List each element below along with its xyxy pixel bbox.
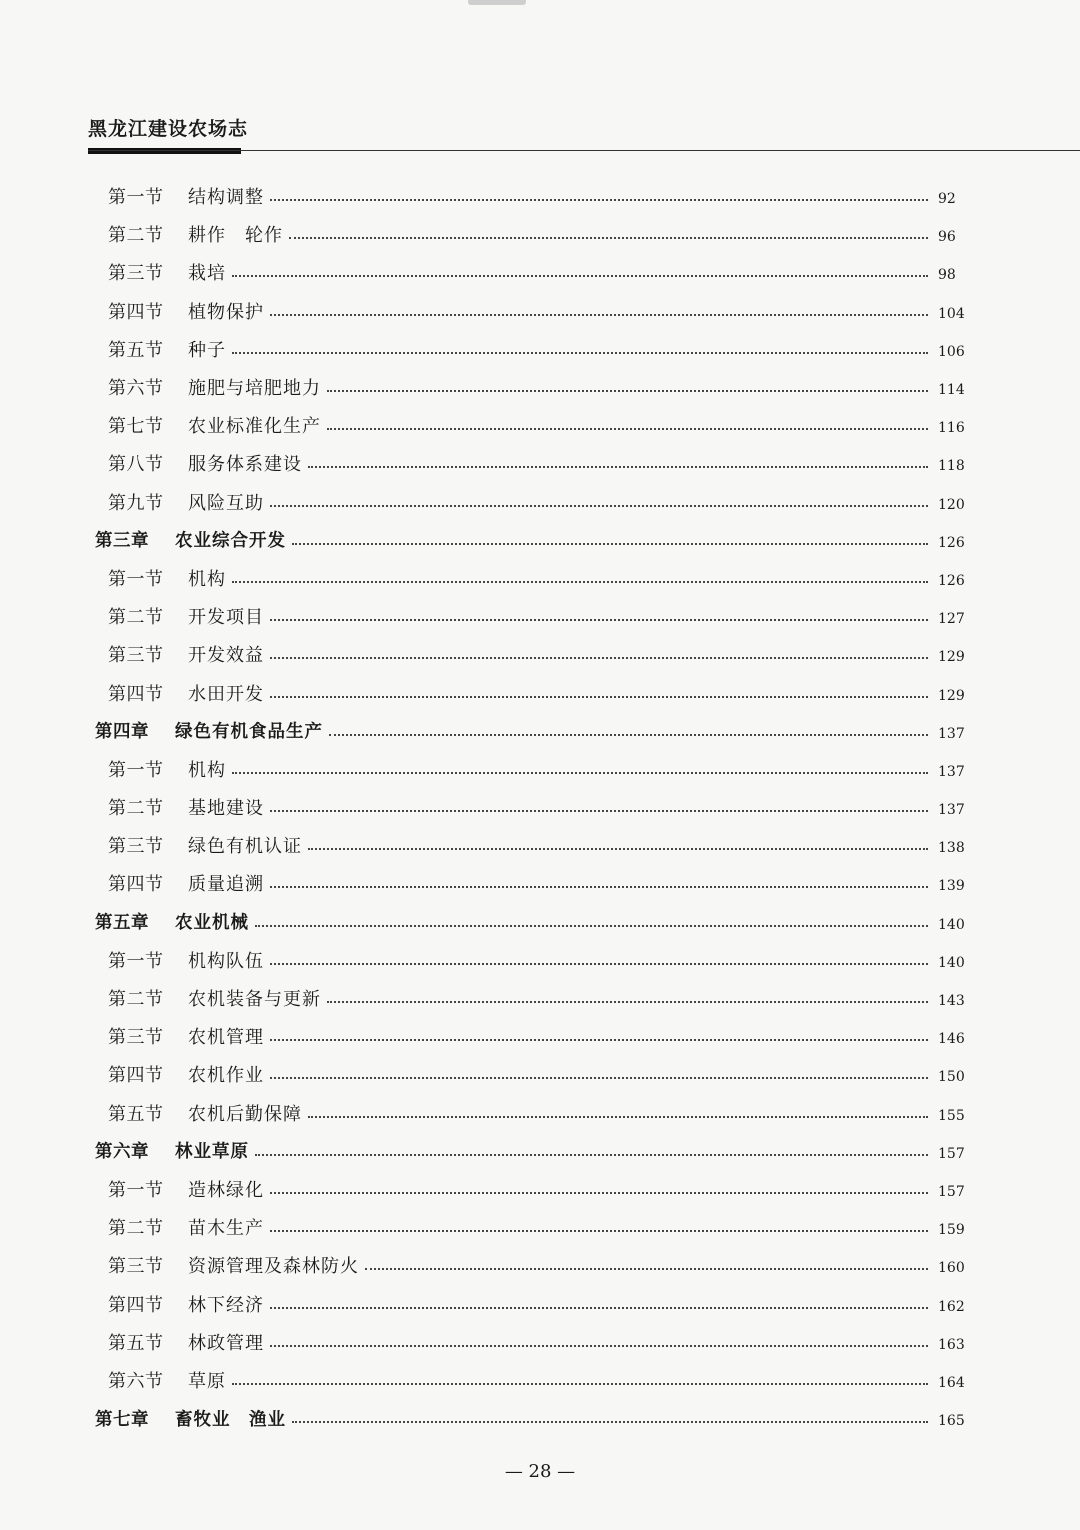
toc-entry-title: 种子 — [188, 339, 226, 361]
toc-entry-title: 绿色有机认证 — [188, 836, 302, 858]
toc-entry-number: 第四节 — [108, 874, 164, 896]
toc-dot-leader — [329, 732, 928, 736]
toc-dot-leader — [270, 1305, 928, 1309]
toc-entry-title: 苗木生产 — [188, 1218, 264, 1240]
toc-entry-title: 施肥与培肥地力 — [188, 378, 321, 400]
toc-dot-leader — [232, 579, 928, 583]
toc-entry-number: 第四节 — [108, 1294, 164, 1316]
toc-entry-page: 163 — [938, 1336, 965, 1353]
toc-entry-title: 水田开发 — [188, 683, 264, 705]
toc-entry-page: 159 — [938, 1222, 965, 1239]
toc-dot-leader — [365, 1266, 928, 1270]
toc-section-entry — [0, 1094, 1080, 1132]
toc-entry-page: 140 — [938, 916, 965, 933]
toc-entry-number: 第六节 — [108, 1370, 164, 1392]
toc-dot-leader — [270, 312, 928, 316]
toc-entry-number: 第五节 — [108, 1103, 164, 1125]
toc-chapter-entry — [0, 712, 1080, 750]
toc-dot-leader — [327, 426, 928, 430]
toc-section-entry — [0, 597, 1080, 635]
toc-entry-page: 129 — [938, 649, 965, 666]
toc-entry-title: 植物保护 — [188, 301, 264, 323]
toc-entry-page: 160 — [938, 1260, 965, 1277]
toc-chapter-entry — [0, 1399, 1080, 1437]
toc-section-entry — [0, 559, 1080, 597]
toc-entry-title: 开发项目 — [188, 607, 264, 629]
toc-dot-leader — [270, 694, 928, 698]
toc-section-entry — [0, 1170, 1080, 1208]
toc-section-entry — [0, 292, 1080, 330]
toc-entry-title: 农机装备与更新 — [188, 989, 321, 1011]
toc-entry-title: 开发效益 — [188, 645, 264, 667]
toc-entry-title: 农业标准化生产 — [188, 416, 321, 438]
toc-entry-number: 第二节 — [108, 798, 164, 820]
toc-entry-number: 第六章 — [95, 1142, 149, 1163]
toc-chapter-entry — [0, 1132, 1080, 1170]
toc-dot-leader — [270, 808, 928, 812]
toc-entry-title: 质量追溯 — [188, 874, 264, 896]
toc-entry-title: 草原 — [188, 1370, 226, 1392]
toc-section-entry — [0, 1284, 1080, 1322]
toc-dot-leader — [327, 999, 928, 1003]
toc-entry-title: 机构 — [188, 759, 226, 781]
toc-entry-number: 第三节 — [108, 836, 164, 858]
toc-entry-page: 140 — [938, 954, 965, 971]
toc-dot-leader — [327, 388, 928, 392]
toc-entry-number: 第五节 — [108, 339, 164, 361]
toc-chapter-entry — [0, 521, 1080, 559]
toc-entry-title: 服务体系建设 — [188, 454, 302, 476]
toc-section-entry — [0, 1246, 1080, 1284]
toc-entry-page: 137 — [938, 725, 965, 742]
toc-entry-page: 118 — [938, 458, 965, 475]
toc-entry-number: 第五节 — [108, 1332, 164, 1354]
toc-dot-leader — [270, 961, 928, 965]
header-rule-thin — [88, 150, 1080, 151]
toc-entry-number: 第五章 — [95, 913, 149, 934]
toc-entry-number: 第一节 — [108, 1179, 164, 1201]
toc-entry-page: 92 — [938, 191, 956, 208]
toc-entry-page: 96 — [938, 229, 956, 246]
toc-section-entry — [0, 1323, 1080, 1361]
toc-dot-leader — [292, 541, 928, 545]
toc-entry-page: 120 — [938, 496, 965, 513]
toc-dot-leader — [308, 1114, 928, 1118]
toc-dot-leader — [232, 350, 928, 354]
toc-entry-title: 农机管理 — [188, 1027, 264, 1049]
running-header-title: 黑龙江建设农场志 — [88, 118, 249, 140]
toc-entry-number: 第二节 — [108, 989, 164, 1011]
toc-section-entry — [0, 673, 1080, 711]
toc-dot-leader — [270, 1075, 928, 1079]
toc-section-entry — [0, 483, 1080, 521]
toc-entry-page: 126 — [938, 534, 965, 551]
toc-entry-number: 第九节 — [108, 492, 164, 514]
toc-dot-leader — [232, 273, 928, 277]
toc-section-entry — [0, 1208, 1080, 1246]
toc-entry-page: 162 — [938, 1298, 965, 1315]
toc-entry-title: 林下经济 — [188, 1294, 264, 1316]
toc-section-entry — [0, 826, 1080, 864]
toc-entry-title: 造林绿化 — [188, 1179, 264, 1201]
toc-dot-leader — [255, 923, 928, 927]
toc-entry-page: 98 — [938, 267, 956, 284]
toc-entry-page: 157 — [938, 1145, 965, 1162]
toc-section-entry — [0, 979, 1080, 1017]
toc-entry-number: 第三节 — [108, 645, 164, 667]
toc-entry-page: 127 — [938, 611, 965, 628]
table-of-contents — [0, 177, 1080, 1437]
toc-section-entry — [0, 368, 1080, 406]
toc-entry-title: 畜牧业 渔业 — [175, 1409, 286, 1430]
toc-entry-title: 栽培 — [188, 263, 226, 285]
toc-entry-number: 第三章 — [95, 531, 149, 552]
toc-dot-leader — [270, 1228, 928, 1232]
toc-entry-page: 139 — [938, 878, 965, 895]
header-rule-thick — [88, 148, 241, 154]
toc-dot-leader — [270, 1343, 928, 1347]
toc-entry-number: 第七节 — [108, 416, 164, 438]
toc-dot-leader — [289, 235, 928, 239]
toc-entry-page: 116 — [938, 420, 965, 437]
toc-entry-number: 第七章 — [95, 1409, 149, 1430]
toc-dot-leader — [270, 655, 928, 659]
toc-entry-title: 基地建设 — [188, 798, 264, 820]
toc-section-entry — [0, 1017, 1080, 1055]
toc-entry-page: 165 — [938, 1413, 965, 1430]
toc-section-entry — [0, 253, 1080, 291]
toc-entry-page: 104 — [938, 305, 965, 322]
toc-entry-page: 155 — [938, 1107, 965, 1124]
toc-section-entry — [0, 941, 1080, 979]
toc-entry-number: 第三节 — [108, 263, 164, 285]
toc-section-entry — [0, 177, 1080, 215]
toc-entry-page: 143 — [938, 993, 965, 1010]
toc-entry-page: 157 — [938, 1183, 965, 1200]
toc-section-entry — [0, 215, 1080, 253]
toc-section-entry — [0, 406, 1080, 444]
toc-entry-title: 机构 — [188, 568, 226, 590]
toc-section-entry — [0, 1055, 1080, 1093]
toc-entry-page: 164 — [938, 1374, 965, 1391]
toc-section-entry — [0, 788, 1080, 826]
toc-dot-leader — [270, 617, 928, 621]
toc-dot-leader — [308, 846, 928, 850]
toc-dot-leader — [232, 770, 928, 774]
toc-entry-title: 农业机械 — [175, 913, 249, 934]
toc-dot-leader — [232, 1381, 928, 1385]
toc-entry-number: 第八节 — [108, 454, 164, 476]
toc-entry-page: 146 — [938, 1031, 965, 1048]
toc-entry-number: 第四节 — [108, 683, 164, 705]
toc-entry-title: 机构队伍 — [188, 950, 264, 972]
scan-artifact — [468, 0, 526, 5]
toc-entry-number: 第四章 — [95, 722, 149, 743]
toc-entry-title: 农机后勤保障 — [188, 1103, 302, 1125]
toc-chapter-entry — [0, 903, 1080, 941]
toc-entry-title: 林业草原 — [175, 1142, 249, 1163]
toc-dot-leader — [270, 884, 928, 888]
toc-entry-title: 风险互助 — [188, 492, 264, 514]
toc-section-entry — [0, 1361, 1080, 1399]
toc-entry-title: 资源管理及森林防火 — [188, 1256, 359, 1278]
toc-section-entry — [0, 444, 1080, 482]
toc-entry-number: 第四节 — [108, 301, 164, 323]
toc-entry-number: 第二节 — [108, 1218, 164, 1240]
toc-entry-page: 137 — [938, 763, 965, 780]
toc-dot-leader — [270, 503, 928, 507]
toc-entry-title: 林政管理 — [188, 1332, 264, 1354]
toc-entry-number: 第二节 — [108, 607, 164, 629]
toc-entry-page: 150 — [938, 1069, 965, 1086]
toc-section-entry — [0, 330, 1080, 368]
toc-entry-number: 第一节 — [108, 187, 164, 209]
toc-entry-title: 绿色有机食品生产 — [175, 722, 323, 743]
toc-entry-number: 第一节 — [108, 950, 164, 972]
toc-entry-page: 129 — [938, 687, 965, 704]
toc-entry-number: 第一节 — [108, 759, 164, 781]
toc-entry-number: 第三节 — [108, 1256, 164, 1278]
toc-entry-title: 结构调整 — [188, 187, 264, 209]
toc-entry-page: 106 — [938, 343, 965, 360]
toc-entry-page: 114 — [938, 382, 965, 399]
toc-entry-page: 137 — [938, 802, 965, 819]
toc-section-entry — [0, 864, 1080, 902]
toc-entry-number: 第三节 — [108, 1027, 164, 1049]
page-number: — 28 — — [504, 1461, 576, 1482]
toc-entry-page: 138 — [938, 840, 965, 857]
toc-entry-page: 126 — [938, 572, 965, 589]
toc-dot-leader — [292, 1419, 928, 1423]
toc-entry-title: 耕作 轮作 — [188, 225, 283, 247]
toc-section-entry — [0, 635, 1080, 673]
toc-entry-number: 第二节 — [108, 225, 164, 247]
toc-dot-leader — [255, 1152, 928, 1156]
toc-entry-title: 农机作业 — [188, 1065, 264, 1087]
toc-dot-leader — [270, 1190, 928, 1194]
toc-entry-number: 第六节 — [108, 378, 164, 400]
toc-entry-number: 第一节 — [108, 568, 164, 590]
toc-dot-leader — [270, 1037, 928, 1041]
toc-dot-leader — [308, 464, 928, 468]
toc-dot-leader — [270, 197, 928, 201]
toc-section-entry — [0, 750, 1080, 788]
toc-entry-number: 第四节 — [108, 1065, 164, 1087]
toc-entry-title: 农业综合开发 — [175, 531, 286, 552]
